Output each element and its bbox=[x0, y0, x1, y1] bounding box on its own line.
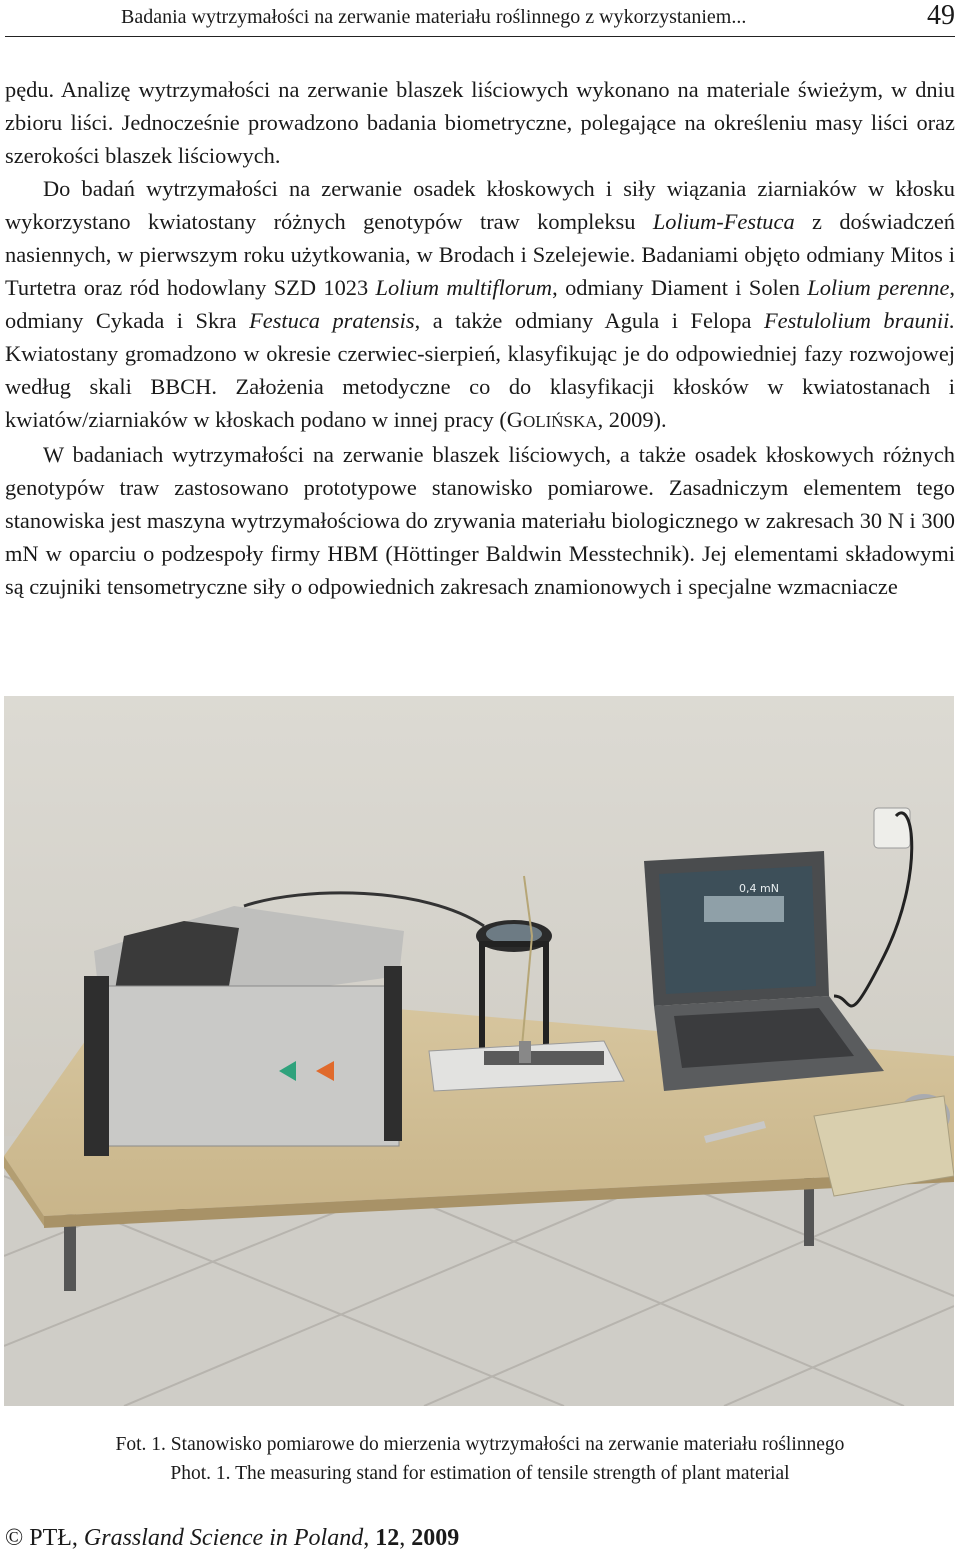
species-name: Lolium perenne bbox=[807, 275, 950, 300]
text-run: Kwiatostany gromadzono w okresie czerwiec-sierpień, klasyfikując je do odpowiedniej fazy rozwojowej według skali BBCH. Założenia metodyczne co do klasyfikacji kłosków w kwiatostanach i kwiatów/ziarniaków w kłoskach podano w innej pracy ( bbox=[5, 341, 955, 432]
laptop-readout: 0,4 mN bbox=[739, 882, 779, 895]
species-name: Festuca pratensis bbox=[249, 308, 415, 333]
running-title: Badania wytrzymałości na zerwanie materiału roślinnego z wykorzystaniem... bbox=[121, 6, 747, 28]
separator: , bbox=[399, 1525, 412, 1551]
species-name: Lolium-Festuca bbox=[652, 209, 795, 234]
species-name: Festulolium braunii. bbox=[763, 308, 955, 333]
paragraph-3: W badaniach wytrzymałości na zerwanie blaszek liściowych, a także osadek kłoskowych różnych genotypów traw zastosowano prototypowe stanowisko pomiarowe. Zasadniczym elementem tego stanowiska jest maszyna wytrzymałościowa do zrywania materiału biologicznego w zakresach 30 N i 300 mN w oparciu o podzespoły firmy HBM (Höttinger Baldwin Messtechnik). Jej elementami składowymi są czujniki tensometryczne siły o odpowiednich zakresach znamionowych i specjalne wzmacniacze bbox=[5, 442, 955, 599]
text-run: , odmiany Diament i Solen bbox=[552, 275, 808, 300]
year: 2009 bbox=[411, 1525, 460, 1551]
citation-author bbox=[507, 407, 598, 432]
text-run: Do badań wytrzymałości na zerwanie osadek kłoskowych i siły wiązania ziarniaków w kłosku wykorzystano kwiatostany różnych genotypów traw kompleksu bbox=[5, 176, 955, 234]
footer-citation bbox=[5, 1525, 459, 1552]
text-run: z doświadczeń nasiennych, w pierwszym roku użytkowania, w Brodach i Szelejewie. Badaniami objęto odmiany Mitos i Turtetra oraz ród hodowlany SZD 1023 bbox=[5, 209, 956, 300]
species-name: Lolium multiflorum bbox=[375, 275, 553, 300]
text-run: , odmiany Cykada i Skra bbox=[5, 275, 956, 333]
separator: , bbox=[363, 1525, 376, 1551]
running-header bbox=[5, 0, 955, 37]
author-smallcaps: OLIŃSKA bbox=[522, 412, 598, 431]
body-text bbox=[5, 73, 955, 603]
journal-name: Grassland Science in Poland bbox=[83, 1525, 364, 1551]
caption-english: Phot. 1. The measuring stand for estimation of tensile strength of plant material bbox=[170, 1463, 790, 1484]
paragraph-2 bbox=[5, 172, 955, 438]
page-number: 49 bbox=[927, 0, 955, 31]
author-initial: G bbox=[506, 407, 523, 432]
measuring-stand-photo bbox=[4, 696, 954, 1406]
photo-illustration bbox=[4, 696, 954, 1406]
text-run: , 2009). bbox=[597, 407, 667, 432]
volume: 12 bbox=[375, 1525, 400, 1551]
copyright: © PTŁ, bbox=[5, 1525, 84, 1551]
paragraph-1: pędu. Analizę wytrzymałości na zerwanie blaszek liściowych wykonano na materiale świeżym, w dniu zbioru liści. Jednocześnie prowadzono badania biometryczne, polegające na określeniu masy liści oraz szerokości blaszek liściowych. bbox=[5, 77, 955, 168]
caption-polish: Fot. 1. Stanowisko pomiarowe do mierzenia wytrzymałości na zerwanie materiału roślinnego bbox=[115, 1434, 845, 1455]
text-run: , a także odmiany Agula i Felopa bbox=[414, 308, 764, 333]
